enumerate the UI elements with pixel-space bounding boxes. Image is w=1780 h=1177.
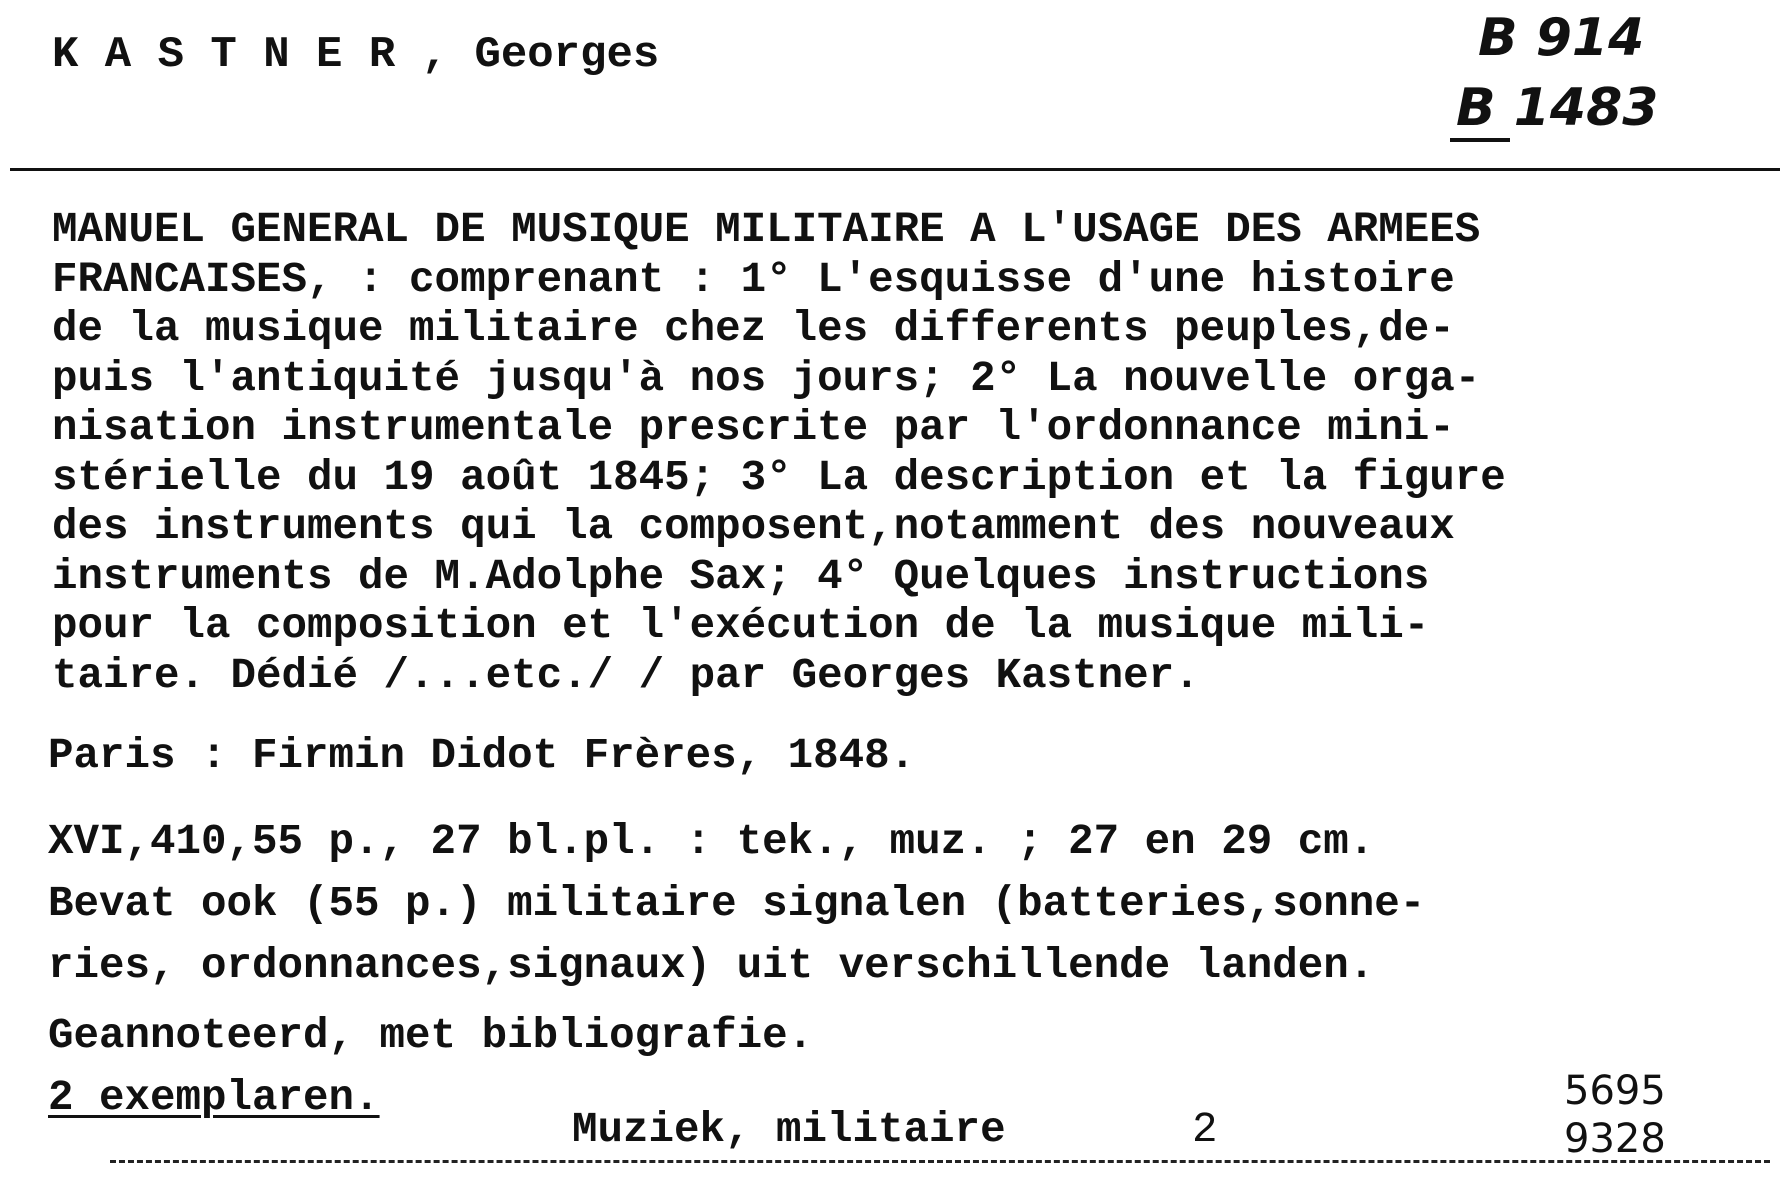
title-line: stérielle du 19 août 1845; 3° La description et la figure [52, 453, 1506, 502]
imprint: Paris : Firmin Didot Frères, 1848. [48, 732, 916, 780]
copies-note: 2 exemplaren. [48, 1074, 380, 1122]
handwritten-underline [1450, 138, 1510, 142]
title-statement [52, 206, 1772, 701]
call-number-2: B 1483 [1456, 78, 1659, 138]
note-line: ries, ordonnances,signaux) uit verschillende landen. [48, 942, 1375, 990]
annotation-note: Geannoteerd, met bibliografie. [48, 1012, 814, 1060]
accession-number-1: 5695 [1564, 1068, 1666, 1114]
title-line: taire. Dédié /...etc./ / par Georges Kastner. [52, 651, 1200, 700]
call-number-1: B 914 [1478, 8, 1645, 68]
note-line: Bevat ook (55 p.) militaire signalen (batteries,sonne- [48, 880, 1426, 928]
bottom-dashed-rule [110, 1160, 1770, 1163]
title-line: pour la composition et l'exécution de la musique mili- [52, 602, 1430, 650]
title-line: FRANCAISES, : comprenant : 1° L'esquisse d'une histoire [52, 255, 1455, 304]
subject-heading: Muziek, militaire [572, 1106, 1006, 1154]
subject-number: 2 [1192, 1106, 1218, 1154]
accession-number-2: 9328 [1564, 1116, 1666, 1162]
title-line: puis l'antiquité jusqu'à nos jours; 2° La nouvelle orga- [52, 354, 1481, 403]
title-line: MANUEL GENERAL DE MUSIQUE MILITAIRE A L'USAGE DES ARMEES [52, 206, 1481, 254]
author-heading: K A S T N E R , Georges [52, 30, 660, 80]
title-line: des instruments qui la composent,notamment des nouveaux [52, 503, 1455, 551]
title-line: de la musique militaire chez les differents peuples,de- [52, 305, 1455, 353]
title-line: nisation instrumentale prescrite par l'ordonnance mini- [52, 404, 1455, 452]
title-line: instruments de M.Adolphe Sax; 4° Quelques instructions [52, 552, 1430, 601]
header-divider [10, 168, 1780, 171]
collation: XVI,410,55 p., 27 bl.pl. : tek., muz. ; 27 en 29 cm. [48, 818, 1375, 866]
